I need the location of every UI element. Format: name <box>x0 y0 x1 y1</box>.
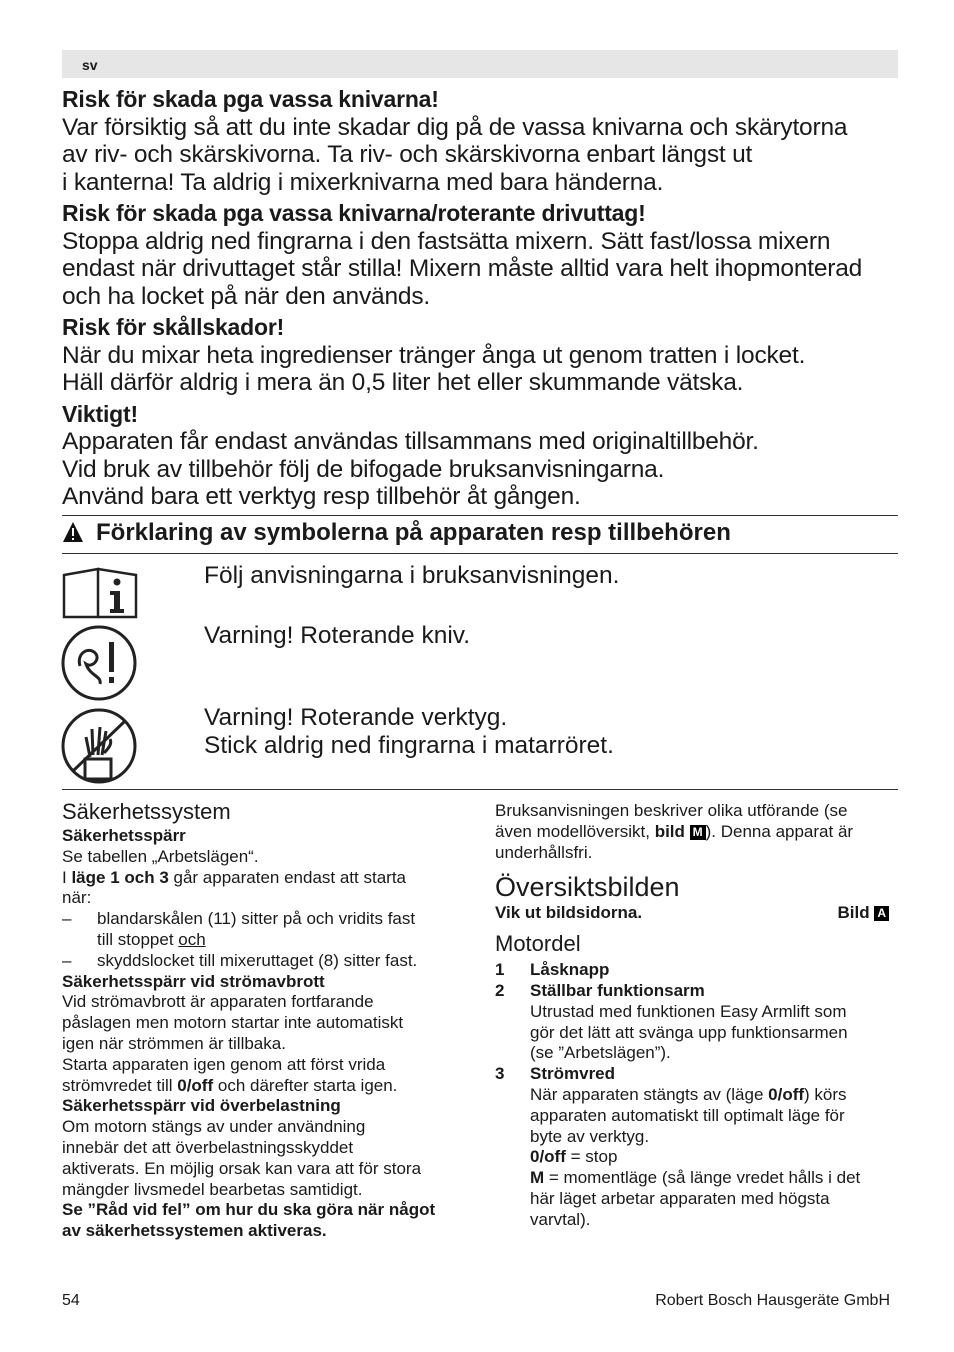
figure-label-box: A <box>874 906 889 921</box>
text-span: M <box>530 1168 545 1188</box>
item-number: 3 <box>495 1064 505 1084</box>
text-line <box>530 1147 895 1168</box>
subsection-title: Säkerhetsspärr vid strömavbrott <box>62 971 325 991</box>
warning-line: av riv- och skärskivorna. Ta riv- och skärskivorna enbart längst ut <box>62 141 753 168</box>
text-span: läge 1 och 3 <box>71 867 169 887</box>
warning-line: Vid bruk av tillbehör följ de bifogade bruksanvisningarna. <box>62 455 665 483</box>
list-item <box>495 981 895 1064</box>
text-line: skyddslocket till mixeruttaget (8) sitter fast. <box>97 950 418 970</box>
text-span: strömvredet till <box>62 1075 178 1095</box>
symbols-heading-text: Förklaring av symbolerna på apparaten resp tillbehören <box>96 519 731 546</box>
page-number: 54 <box>62 1292 80 1309</box>
dash: – <box>62 909 72 929</box>
text-span: även modellöversikt, <box>495 821 655 841</box>
text-line: apparaten automatiskt till optimalt läge för <box>530 1105 845 1125</box>
symbol-text-line: Varning! Roterande verktyg. <box>204 704 508 731</box>
text-line: av säkerhetssystemen aktiveras. <box>62 1221 327 1241</box>
subsection-heading: Motordel <box>495 931 581 957</box>
text-span: 0/off <box>768 1084 805 1104</box>
text-line: Starta apparaten igen genom att först vrida <box>62 1054 386 1074</box>
warning-block <box>62 401 902 511</box>
text-line: här läget arbetar apparaten med högsta <box>530 1188 830 1208</box>
warning-block <box>62 314 902 397</box>
symbols-heading <box>62 519 731 550</box>
warning-line: Häll därför aldrig i mera än 0,5 liter het eller skummande vätska. <box>62 369 744 396</box>
text-line: (se ”Arbetslägen”). <box>530 1043 671 1063</box>
text-span: = momentläge (så länge vredet hålls i det <box>544 1168 861 1188</box>
text-line: påslagen men motorn startar inte automatiskt <box>62 1013 404 1033</box>
item-title: Strömvred <box>530 1064 616 1084</box>
warning-line: Apparaten får endast användas tillsammans med originaltillbehör. <box>62 428 759 455</box>
text-line: blandarskålen (11) sitter på och vridits fast <box>97 909 416 929</box>
text-line: mängder livsmedel bearbetas samtidigt. <box>62 1179 363 1199</box>
text-span: Vik ut bildsidorna. <box>495 903 643 923</box>
figure-label-box: M <box>690 825 706 840</box>
warning-line: Stoppa aldrig ned fingrarna i den fastsätta mixern. Sätt fast/lossa mixern <box>62 227 831 255</box>
manual-info-icon <box>60 565 140 626</box>
symbol-text-line: Stick aldrig ned fingrarna i matarröret. <box>204 732 614 759</box>
text-line <box>62 868 472 889</box>
subsection-title: Säkerhetsspärr vid överbelastning <box>62 1096 341 1116</box>
text-span: bild <box>654 821 685 841</box>
warning-line: När du mixar heta ingredienser tränger ånga ut genom tratten i locket. <box>62 341 806 369</box>
list-item <box>495 960 895 981</box>
text-span: och <box>178 929 206 949</box>
warning-block <box>62 200 902 310</box>
text-line: igen när strömmen är tillbaka. <box>62 1033 286 1053</box>
list-item <box>62 951 472 972</box>
warning-line: Använd bara ett verktyg resp tillbehör åt gången. <box>62 483 581 510</box>
text-line: innebär det att överbelastningsskyddet <box>62 1137 354 1157</box>
item-number: 2 <box>495 980 505 1000</box>
right-column <box>495 801 895 1231</box>
item-title: Ställbar funktionsarm <box>530 980 705 1000</box>
text-line: aktiverats. En möjlig orsak kan vara att för stora <box>62 1158 422 1178</box>
text-span: går apparaten endast att starta <box>168 867 406 887</box>
text-line: underhållsfri. <box>495 842 593 862</box>
text-line <box>530 1085 895 1106</box>
text-line <box>495 903 895 924</box>
text-span: ). Denna apparat är <box>705 821 854 841</box>
symbol-text <box>204 704 614 760</box>
item-title: Låsknapp <box>530 960 610 980</box>
symbol-text-line: Följ anvisningarna i bruksanvisningen. <box>204 562 620 589</box>
symbol-text-line: Varning! Roterande kniv. <box>204 622 471 649</box>
subsection-title: Säkerhetsspärr <box>62 826 186 845</box>
divider <box>62 553 898 554</box>
text-line: Se tabellen „Arbetslägen“. <box>62 846 259 866</box>
divider <box>62 789 898 790</box>
language-code: sv <box>82 57 98 73</box>
text-line: Utrustad med funktionen Easy Armlift som <box>530 1001 847 1021</box>
divider <box>62 515 898 516</box>
warnings-section <box>62 86 902 515</box>
list-item <box>62 909 472 951</box>
left-column <box>62 798 472 1242</box>
text-span: Bild <box>837 903 870 923</box>
warning-block <box>62 86 902 196</box>
text-span: = stop <box>565 1147 618 1167</box>
section-heading: Säkerhetssystem <box>62 799 231 824</box>
warning-line: i kanterna! Ta aldrig i mixerknivarna med bara händerna. <box>62 168 664 196</box>
text-span: När apparaten stängts av (läge <box>530 1084 769 1104</box>
warning-title: Viktigt! <box>62 400 138 427</box>
warning-title: Risk för skada pga vassa knivarna! <box>62 86 439 112</box>
text-line: Vid strömavbrott är apparaten fortfarande <box>62 992 374 1012</box>
text-line: Om motorn stängs av under användning <box>62 1117 366 1137</box>
item-number: 1 <box>495 960 505 980</box>
no-hand-in-tube-icon <box>60 707 138 790</box>
text-line: när: <box>62 888 92 908</box>
text-span: ) körs <box>804 1084 847 1104</box>
text-line: Bruksanvisningen beskriver olika utförande (se <box>495 801 848 820</box>
list-item <box>495 1064 895 1230</box>
warning-triangle-icon <box>62 521 84 550</box>
figure-ref <box>837 903 889 924</box>
text-line: gör det lätt att svänga upp funktionsarmen <box>530 1022 848 1042</box>
text-span: 0/off <box>177 1075 214 1095</box>
warning-title: Risk för skållskador! <box>62 314 285 340</box>
text-span: I <box>62 867 72 887</box>
warning-line: endast när drivuttaget står stilla! Mixern måste alltid vara helt ihopmonterad <box>62 255 863 282</box>
warning-title: Risk för skada pga vassa knivarna/roterante drivuttag! <box>62 200 646 226</box>
warning-line: och ha locket på när den används. <box>62 282 430 310</box>
text-line: byte av verktyg. <box>530 1126 650 1146</box>
text-line <box>62 1076 472 1097</box>
symbol-text <box>204 562 619 590</box>
symbol-text <box>204 622 470 650</box>
text-line <box>495 822 895 843</box>
text-span: och därefter starta igen. <box>213 1075 398 1095</box>
text-span: till stoppet <box>97 929 179 949</box>
language-bar <box>62 50 898 78</box>
warning-line: Var försiktig så att du inte skadar dig på de vassa knivarna och skärytorna <box>62 113 848 141</box>
dash: – <box>62 950 72 970</box>
text-line: Se ”Råd vid fel” om hur du ska göra när något <box>62 1200 436 1220</box>
rotating-knife-warning-icon <box>60 624 138 707</box>
text-span: 0/off <box>530 1147 566 1167</box>
text-line: varvtal). <box>530 1209 591 1229</box>
section-heading: Översiktsbilden <box>495 872 680 903</box>
text-line <box>530 1168 895 1189</box>
company-name: Robert Bosch Hausgeräte GmbH <box>655 1292 890 1309</box>
text-line <box>97 930 472 951</box>
